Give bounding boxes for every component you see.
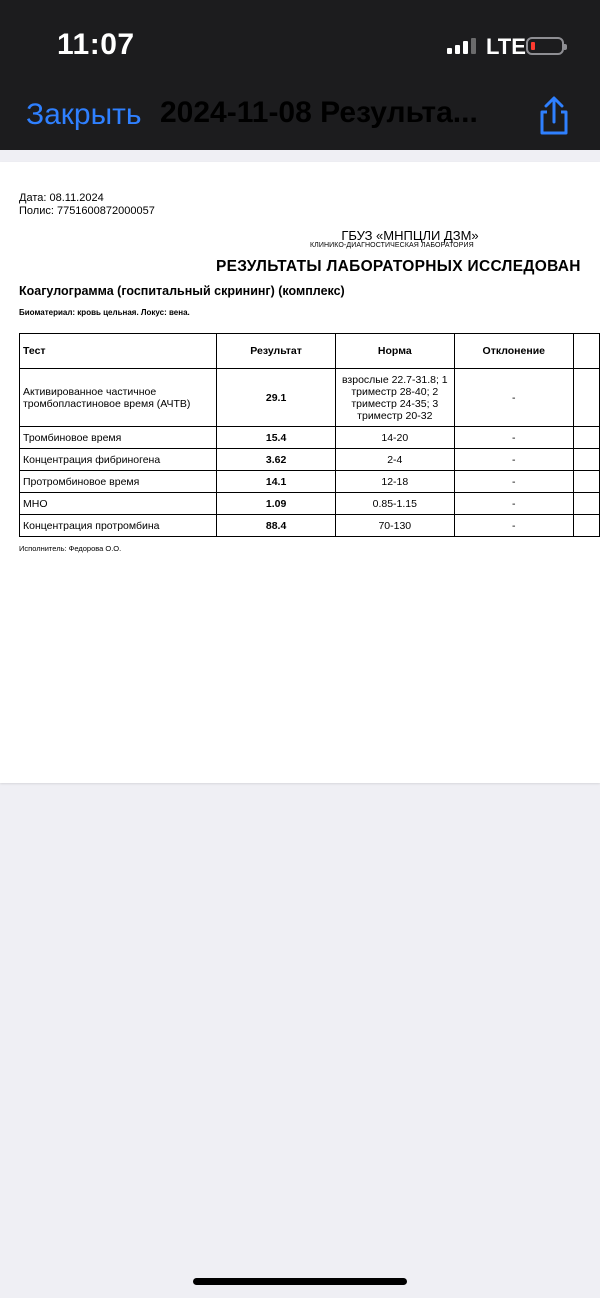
panel-title: Коагулограмма (госпитальный скрининг) (комплекс): [19, 284, 345, 298]
cellular-signal-icon: [447, 38, 476, 54]
document-title: 2024-11-08 Результа...: [160, 96, 478, 129]
extra-cell: [573, 427, 599, 449]
header-result: Результат: [217, 334, 336, 369]
extra-cell: [573, 369, 599, 427]
header-norm: Норма: [336, 334, 455, 369]
test-norm: 70-130: [336, 515, 455, 537]
test-name: Концентрация фибриногена: [20, 449, 217, 471]
test-deviation: -: [454, 449, 573, 471]
header-deviation: Отклонение: [454, 334, 573, 369]
extra-cell: [573, 515, 599, 537]
test-result: 29.1: [217, 369, 336, 427]
battery-icon: [526, 37, 564, 55]
close-button[interactable]: Закрыть: [26, 98, 142, 131]
test-result: 3.62: [217, 449, 336, 471]
table-row: [20, 369, 600, 427]
test-name: Концентрация протромбина: [20, 515, 217, 537]
share-icon[interactable]: [536, 96, 572, 136]
table-header-row: [20, 334, 600, 369]
test-deviation: -: [454, 427, 573, 449]
table-row: [20, 515, 600, 537]
test-norm: 0.85-1.15: [336, 493, 455, 515]
extra-cell: [573, 449, 599, 471]
test-name: Тромбиновое время: [20, 427, 217, 449]
document-meta: [19, 192, 155, 218]
policy-line: Полис: 7751600872000057: [19, 205, 155, 217]
table-row: [20, 471, 600, 493]
test-result: 88.4: [217, 515, 336, 537]
performer-line: Исполнитель: Федорова О.О.: [19, 544, 122, 553]
extra-cell: [573, 471, 599, 493]
extra-cell: [573, 493, 599, 515]
network-type: LTE: [486, 34, 526, 59]
table-row: [20, 427, 600, 449]
test-deviation: -: [454, 471, 573, 493]
navigation-bar: [0, 86, 600, 150]
table-row: [20, 493, 600, 515]
biomaterial-line: Биоматериал: кровь цельная. Локус: вена.: [19, 308, 190, 317]
organization-subtitle: КЛИНИКО-ДИАГНОСТИЧЕСКАЯ ЛАБОРАТОРИЯ: [310, 242, 474, 249]
status-bar: [0, 0, 600, 86]
test-norm: взрослые 22.7-31.8; 1 триместр 28-40; 2 триместр 24-35; 3 триместр 20-32: [336, 369, 455, 427]
test-deviation: -: [454, 515, 573, 537]
date-line: Дата: 08.11.2024: [19, 192, 104, 204]
test-name: Протромбиновое время: [20, 471, 217, 493]
test-deviation: -: [454, 493, 573, 515]
header-test: Тест: [20, 334, 217, 369]
status-time: 11:07: [57, 28, 135, 61]
organization-name: ГБУЗ «МНПЦЛИ ДЗМ»: [341, 228, 479, 243]
test-result: 14.1: [217, 471, 336, 493]
results-title: РЕЗУЛЬТАТЫ ЛАБОРАТОРНЫХ ИССЛЕДОВАН: [216, 258, 581, 275]
test-name: Активированное частичное тромбопластиновое время (АЧТВ): [20, 369, 217, 427]
results-table: [19, 333, 600, 537]
test-norm: 12-18: [336, 471, 455, 493]
test-norm: 2-4: [336, 449, 455, 471]
test-name: МНО: [20, 493, 217, 515]
header-extra: [573, 334, 599, 369]
test-result: 1.09: [217, 493, 336, 515]
test-deviation: -: [454, 369, 573, 427]
document-page: [0, 162, 600, 783]
table-row: [20, 449, 600, 471]
home-indicator[interactable]: [193, 1278, 407, 1285]
test-norm: 14-20: [336, 427, 455, 449]
test-result: 15.4: [217, 427, 336, 449]
